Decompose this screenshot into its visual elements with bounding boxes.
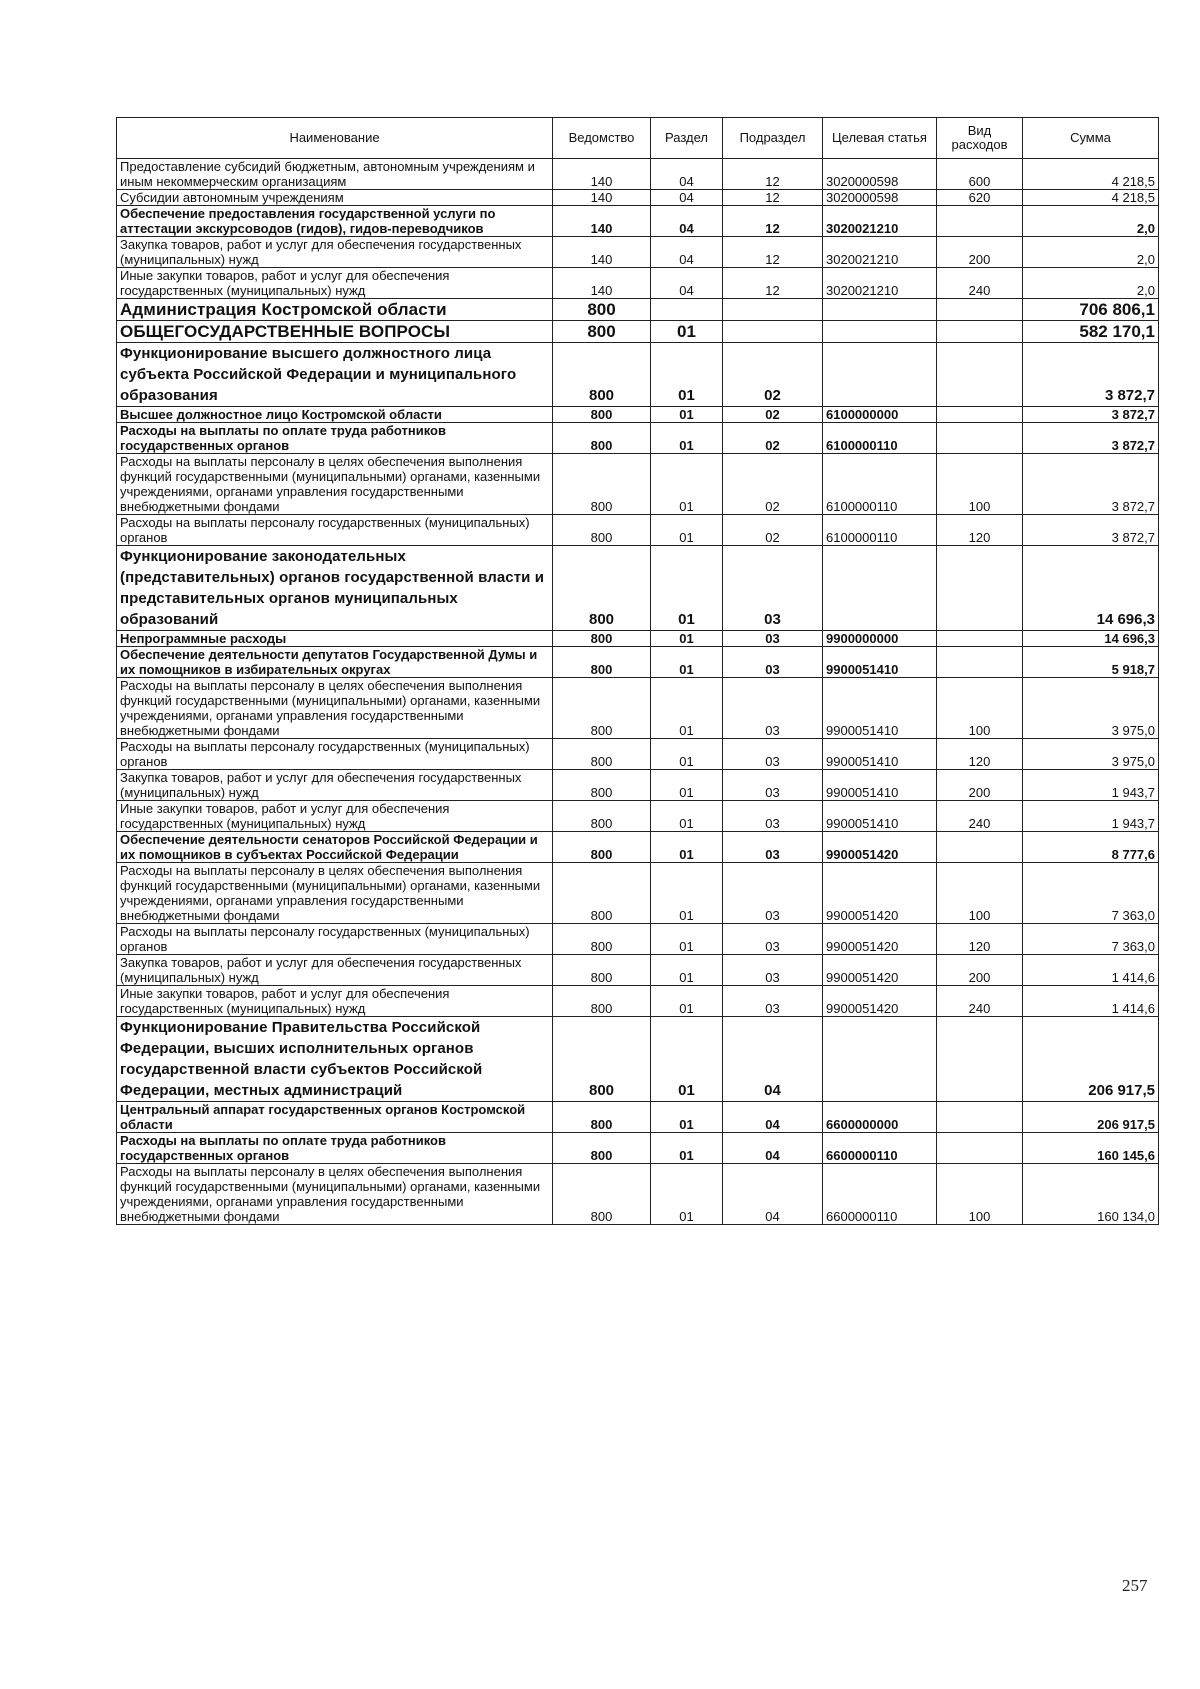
cell-vedomstvo: 800 [553,454,651,515]
cell-razdel: 01 [651,1017,723,1102]
table-row [117,268,1159,299]
cell-summa: 160 134,0 [1023,1164,1159,1225]
cell-vid-rashodov [937,647,1023,678]
cell-name: Функционирование высшего должностного лица субъекта Российской Федерации и муниципального образования [117,343,553,407]
cell-vid-rashodov [937,299,1023,321]
cell-summa: 2,0 [1023,237,1159,268]
cell-vedomstvo: 800 [553,407,651,423]
cell-razdel: 01 [651,678,723,739]
cell-summa: 1 414,6 [1023,955,1159,986]
cell-celevaya-statya: 9900000000 [823,631,937,647]
page-number: 257 [1122,1576,1148,1595]
table-row [117,190,1159,206]
cell-podrazdel [723,299,823,321]
cell-vid-rashodov [937,343,1023,407]
cell-vid-rashodov: 600 [937,159,1023,190]
table-row [117,407,1159,423]
cell-summa: 206 917,5 [1023,1017,1159,1102]
cell-name: Расходы на выплаты персоналу государственных (муниципальных) органов [117,924,553,955]
table-row [117,515,1159,546]
cell-razdel: 04 [651,159,723,190]
cell-summa: 14 696,3 [1023,631,1159,647]
table-row [117,1133,1159,1164]
cell-name: Обеспечение деятельности сенаторов Российской Федерации и их помощников в субъектах Российской Федерации [117,832,553,863]
cell-razdel: 01 [651,955,723,986]
cell-summa: 7 363,0 [1023,863,1159,924]
cell-razdel: 01 [651,631,723,647]
cell-name: Обеспечение деятельности депутатов Государственной Думы и их помощников в избирательных округах [117,647,553,678]
cell-razdel: 01 [651,863,723,924]
cell-celevaya-statya: 3020021210 [823,268,937,299]
cell-celevaya-statya [823,343,937,407]
cell-podrazdel: 12 [723,190,823,206]
cell-celevaya-statya: 6100000000 [823,407,937,423]
header-vedomstvo: Ведомство [553,118,651,159]
cell-vedomstvo: 800 [553,1164,651,1225]
cell-podrazdel: 02 [723,423,823,454]
cell-podrazdel: 03 [723,631,823,647]
cell-name: Обеспечение предоставления государственной услуги по аттестации экскурсоводов (гидов), гидов-переводчиков [117,206,553,237]
cell-vid-rashodov: 240 [937,986,1023,1017]
cell-celevaya-statya: 6100000110 [823,515,937,546]
cell-podrazdel: 04 [723,1102,823,1133]
cell-podrazdel: 03 [723,739,823,770]
table-row [117,801,1159,832]
cell-summa: 582 170,1 [1023,321,1159,343]
cell-razdel: 04 [651,206,723,237]
cell-celevaya-statya [823,321,937,343]
table-row [117,678,1159,739]
cell-celevaya-statya [823,546,937,631]
cell-vedomstvo: 140 [553,268,651,299]
cell-name: Функционирование законодательных (представительных) органов государственной власти и представительных органов муниципальных образований [117,546,553,631]
cell-name: Непрограммные расходы [117,631,553,647]
cell-vid-rashodov [937,407,1023,423]
cell-vedomstvo: 800 [553,678,651,739]
cell-vedomstvo: 800 [553,955,651,986]
cell-celevaya-statya: 3020000598 [823,159,937,190]
cell-name: Закупка товаров, работ и услуг для обеспечения государственных (муниципальных) нужд [117,237,553,268]
cell-celevaya-statya: 9900051410 [823,770,937,801]
cell-name: ОБЩЕГОСУДАРСТВЕННЫЕ ВОПРОСЫ [117,321,553,343]
cell-vedomstvo: 140 [553,190,651,206]
cell-vedomstvo: 800 [553,832,651,863]
cell-vid-rashodov [937,1017,1023,1102]
cell-celevaya-statya: 9900051420 [823,924,937,955]
cell-summa: 5 918,7 [1023,647,1159,678]
table-row [117,647,1159,678]
cell-name: Иные закупки товаров, работ и услуг для обеспечения государственных (муниципальных) нужд [117,986,553,1017]
cell-vedomstvo: 140 [553,237,651,268]
table-row [117,631,1159,647]
cell-razdel: 04 [651,237,723,268]
table-row [117,343,1159,407]
cell-celevaya-statya: 9900051410 [823,739,937,770]
cell-celevaya-statya: 3020000598 [823,190,937,206]
cell-podrazdel: 02 [723,454,823,515]
cell-vid-rashodov: 240 [937,268,1023,299]
cell-razdel: 01 [651,515,723,546]
cell-vedomstvo: 800 [553,863,651,924]
cell-vedomstvo: 800 [553,801,651,832]
budget-table [116,117,1159,1225]
table-row [117,1164,1159,1225]
cell-vid-rashodov: 120 [937,924,1023,955]
cell-razdel: 01 [651,407,723,423]
cell-podrazdel: 04 [723,1133,823,1164]
cell-podrazdel [723,321,823,343]
cell-vid-rashodov: 200 [937,237,1023,268]
cell-podrazdel: 03 [723,863,823,924]
cell-razdel: 01 [651,546,723,631]
cell-razdel: 01 [651,343,723,407]
cell-podrazdel: 03 [723,770,823,801]
cell-celevaya-statya: 9900051420 [823,955,937,986]
cell-name: Расходы на выплаты по оплате труда работников государственных органов [117,423,553,454]
cell-celevaya-statya: 6100000110 [823,423,937,454]
cell-vid-rashodov: 620 [937,190,1023,206]
cell-vedomstvo: 800 [553,299,651,321]
cell-podrazdel: 03 [723,986,823,1017]
table-row [117,832,1159,863]
cell-celevaya-statya: 6100000110 [823,454,937,515]
cell-summa: 160 145,6 [1023,1133,1159,1164]
cell-vid-rashodov [937,1102,1023,1133]
cell-podrazdel: 03 [723,801,823,832]
cell-celevaya-statya: 6600000000 [823,1102,937,1133]
cell-razdel: 01 [651,986,723,1017]
cell-vedomstvo: 800 [553,770,651,801]
table-row [117,423,1159,454]
cell-name: Расходы на выплаты по оплате труда работников государственных органов [117,1133,553,1164]
cell-vid-rashodov: 100 [937,1164,1023,1225]
cell-summa: 8 777,6 [1023,832,1159,863]
cell-summa: 3 872,7 [1023,407,1159,423]
cell-razdel [651,299,723,321]
cell-name: Закупка товаров, работ и услуг для обеспечения государственных (муниципальных) нужд [117,770,553,801]
cell-name: Расходы на выплаты персоналу государственных (муниципальных) органов [117,739,553,770]
cell-celevaya-statya: 3020021210 [823,206,937,237]
cell-summa: 2,0 [1023,268,1159,299]
cell-summa: 3 872,7 [1023,343,1159,407]
cell-name: Функционирование Правительства Российской Федерации, высших исполнительных органов государственной власти субъектов Российской Федерации, местных администраций [117,1017,553,1102]
cell-name: Центральный аппарат государственных органов Костромской области [117,1102,553,1133]
table-header-row [117,118,1159,159]
cell-podrazdel: 12 [723,159,823,190]
cell-razdel: 01 [651,1164,723,1225]
cell-podrazdel: 03 [723,832,823,863]
cell-summa: 1 943,7 [1023,770,1159,801]
table-row [117,739,1159,770]
cell-vedomstvo: 800 [553,631,651,647]
cell-razdel: 01 [651,1102,723,1133]
cell-razdel: 01 [651,739,723,770]
cell-name: Расходы на выплаты персоналу в целях обеспечения выполнения функций государственными (муниципальными) органами, казенными учреждениями, органами управления государственными внебюджетными фондами [117,678,553,739]
cell-podrazdel: 03 [723,546,823,631]
cell-vid-rashodov: 100 [937,454,1023,515]
cell-summa: 3 872,7 [1023,515,1159,546]
cell-vid-rashodov [937,1133,1023,1164]
cell-podrazdel: 04 [723,1017,823,1102]
cell-razdel: 01 [651,770,723,801]
cell-razdel: 01 [651,454,723,515]
cell-celevaya-statya: 9900051410 [823,801,937,832]
cell-podrazdel: 12 [723,268,823,299]
cell-celevaya-statya: 9900051410 [823,678,937,739]
cell-celevaya-statya: 9900051420 [823,863,937,924]
cell-podrazdel: 03 [723,647,823,678]
cell-celevaya-statya: 9900051410 [823,647,937,678]
cell-razdel: 04 [651,268,723,299]
cell-vedomstvo: 800 [553,986,651,1017]
header-celevaya-statya: Целевая статья [823,118,937,159]
header-summa: Сумма [1023,118,1159,159]
cell-razdel: 01 [651,924,723,955]
cell-vid-rashodov [937,546,1023,631]
table-row [117,924,1159,955]
cell-summa: 3 975,0 [1023,739,1159,770]
table-row [117,237,1159,268]
table-body [117,159,1159,1225]
table-row [117,454,1159,515]
cell-summa: 2,0 [1023,206,1159,237]
cell-celevaya-statya: 6600000110 [823,1164,937,1225]
cell-vedomstvo: 800 [553,321,651,343]
cell-razdel: 04 [651,190,723,206]
cell-name: Расходы на выплаты персоналу в целях обеспечения выполнения функций государственными (муниципальными) органами, казенными учреждениями, органами управления государственными внебюджетными фондами [117,1164,553,1225]
cell-podrazdel: 04 [723,1164,823,1225]
cell-razdel: 01 [651,801,723,832]
cell-name: Расходы на выплаты персоналу в целях обеспечения выполнения функций государственными (муниципальными) органами, казенными учреждениями, органами управления государственными внебюджетными фондами [117,454,553,515]
cell-vedomstvo: 800 [553,546,651,631]
cell-vid-rashodov [937,832,1023,863]
cell-summa: 706 806,1 [1023,299,1159,321]
cell-vedomstvo: 800 [553,1102,651,1133]
cell-summa: 3 872,7 [1023,454,1159,515]
table-row [117,546,1159,631]
cell-podrazdel: 03 [723,924,823,955]
cell-vedomstvo: 800 [553,924,651,955]
cell-podrazdel: 03 [723,955,823,986]
cell-name: Расходы на выплаты персоналу государственных (муниципальных) органов [117,515,553,546]
cell-razdel: 01 [651,423,723,454]
cell-name: Расходы на выплаты персоналу в целях обеспечения выполнения функций государственными (муниципальными) органами, казенными учреждениями, органами управления государственными внебюджетными фондами [117,863,553,924]
cell-summa: 206 917,5 [1023,1102,1159,1133]
cell-razdel: 01 [651,1133,723,1164]
cell-vid-rashodov: 200 [937,770,1023,801]
table-row [117,986,1159,1017]
cell-summa: 4 218,5 [1023,190,1159,206]
cell-vedomstvo: 800 [553,423,651,454]
cell-vedomstvo: 800 [553,515,651,546]
cell-vedomstvo: 800 [553,1017,651,1102]
cell-celevaya-statya: 9900051420 [823,832,937,863]
table-row [117,206,1159,237]
cell-vedomstvo: 800 [553,1133,651,1164]
cell-summa: 1 943,7 [1023,801,1159,832]
cell-celevaya-statya: 6600000110 [823,1133,937,1164]
cell-podrazdel: 12 [723,237,823,268]
table-row [117,159,1159,190]
cell-celevaya-statya: 3020021210 [823,237,937,268]
cell-vedomstvo: 140 [553,206,651,237]
header-razdel: Раздел [651,118,723,159]
cell-celevaya-statya: 9900051420 [823,986,937,1017]
cell-razdel: 01 [651,832,723,863]
cell-razdel: 01 [651,321,723,343]
header-name: Наименование [117,118,553,159]
cell-vid-rashodov [937,206,1023,237]
cell-name: Администрация Костромской области [117,299,553,321]
table-row [117,863,1159,924]
header-podrazdel: Подраздел [723,118,823,159]
cell-summa: 1 414,6 [1023,986,1159,1017]
cell-razdel: 01 [651,647,723,678]
cell-vid-rashodov: 120 [937,515,1023,546]
cell-name: Иные закупки товаров, работ и услуг для обеспечения государственных (муниципальных) нужд [117,268,553,299]
table-row [117,1017,1159,1102]
cell-name: Предоставление субсидий бюджетным, автономным учреждениям и иным некоммерческим организациям [117,159,553,190]
cell-vedomstvo: 800 [553,343,651,407]
cell-vid-rashodov [937,321,1023,343]
cell-podrazdel: 02 [723,407,823,423]
cell-podrazdel: 12 [723,206,823,237]
cell-vid-rashodov: 100 [937,678,1023,739]
cell-vid-rashodov: 200 [937,955,1023,986]
cell-name: Субсидии автономным учреждениям [117,190,553,206]
cell-name: Иные закупки товаров, работ и услуг для обеспечения государственных (муниципальных) нужд [117,801,553,832]
cell-celevaya-statya [823,1017,937,1102]
table-row [117,321,1159,343]
cell-podrazdel: 03 [723,678,823,739]
cell-celevaya-statya [823,299,937,321]
cell-vid-rashodov [937,631,1023,647]
cell-vedomstvo: 800 [553,739,651,770]
cell-summa: 3 975,0 [1023,678,1159,739]
cell-vid-rashodov [937,423,1023,454]
header-vid-rashodov: Вид расходов [937,118,1023,159]
cell-podrazdel: 02 [723,343,823,407]
table-row [117,1102,1159,1133]
table-row [117,770,1159,801]
cell-name: Высшее должностное лицо Костромской области [117,407,553,423]
cell-vid-rashodov: 120 [937,739,1023,770]
cell-name: Закупка товаров, работ и услуг для обеспечения государственных (муниципальных) нужд [117,955,553,986]
cell-summa: 4 218,5 [1023,159,1159,190]
table-row [117,299,1159,321]
cell-podrazdel: 02 [723,515,823,546]
cell-summa: 14 696,3 [1023,546,1159,631]
cell-vedomstvo: 140 [553,159,651,190]
table-row [117,955,1159,986]
cell-vid-rashodov: 240 [937,801,1023,832]
cell-summa: 3 872,7 [1023,423,1159,454]
cell-vid-rashodov: 100 [937,863,1023,924]
cell-vedomstvo: 800 [553,647,651,678]
cell-summa: 7 363,0 [1023,924,1159,955]
